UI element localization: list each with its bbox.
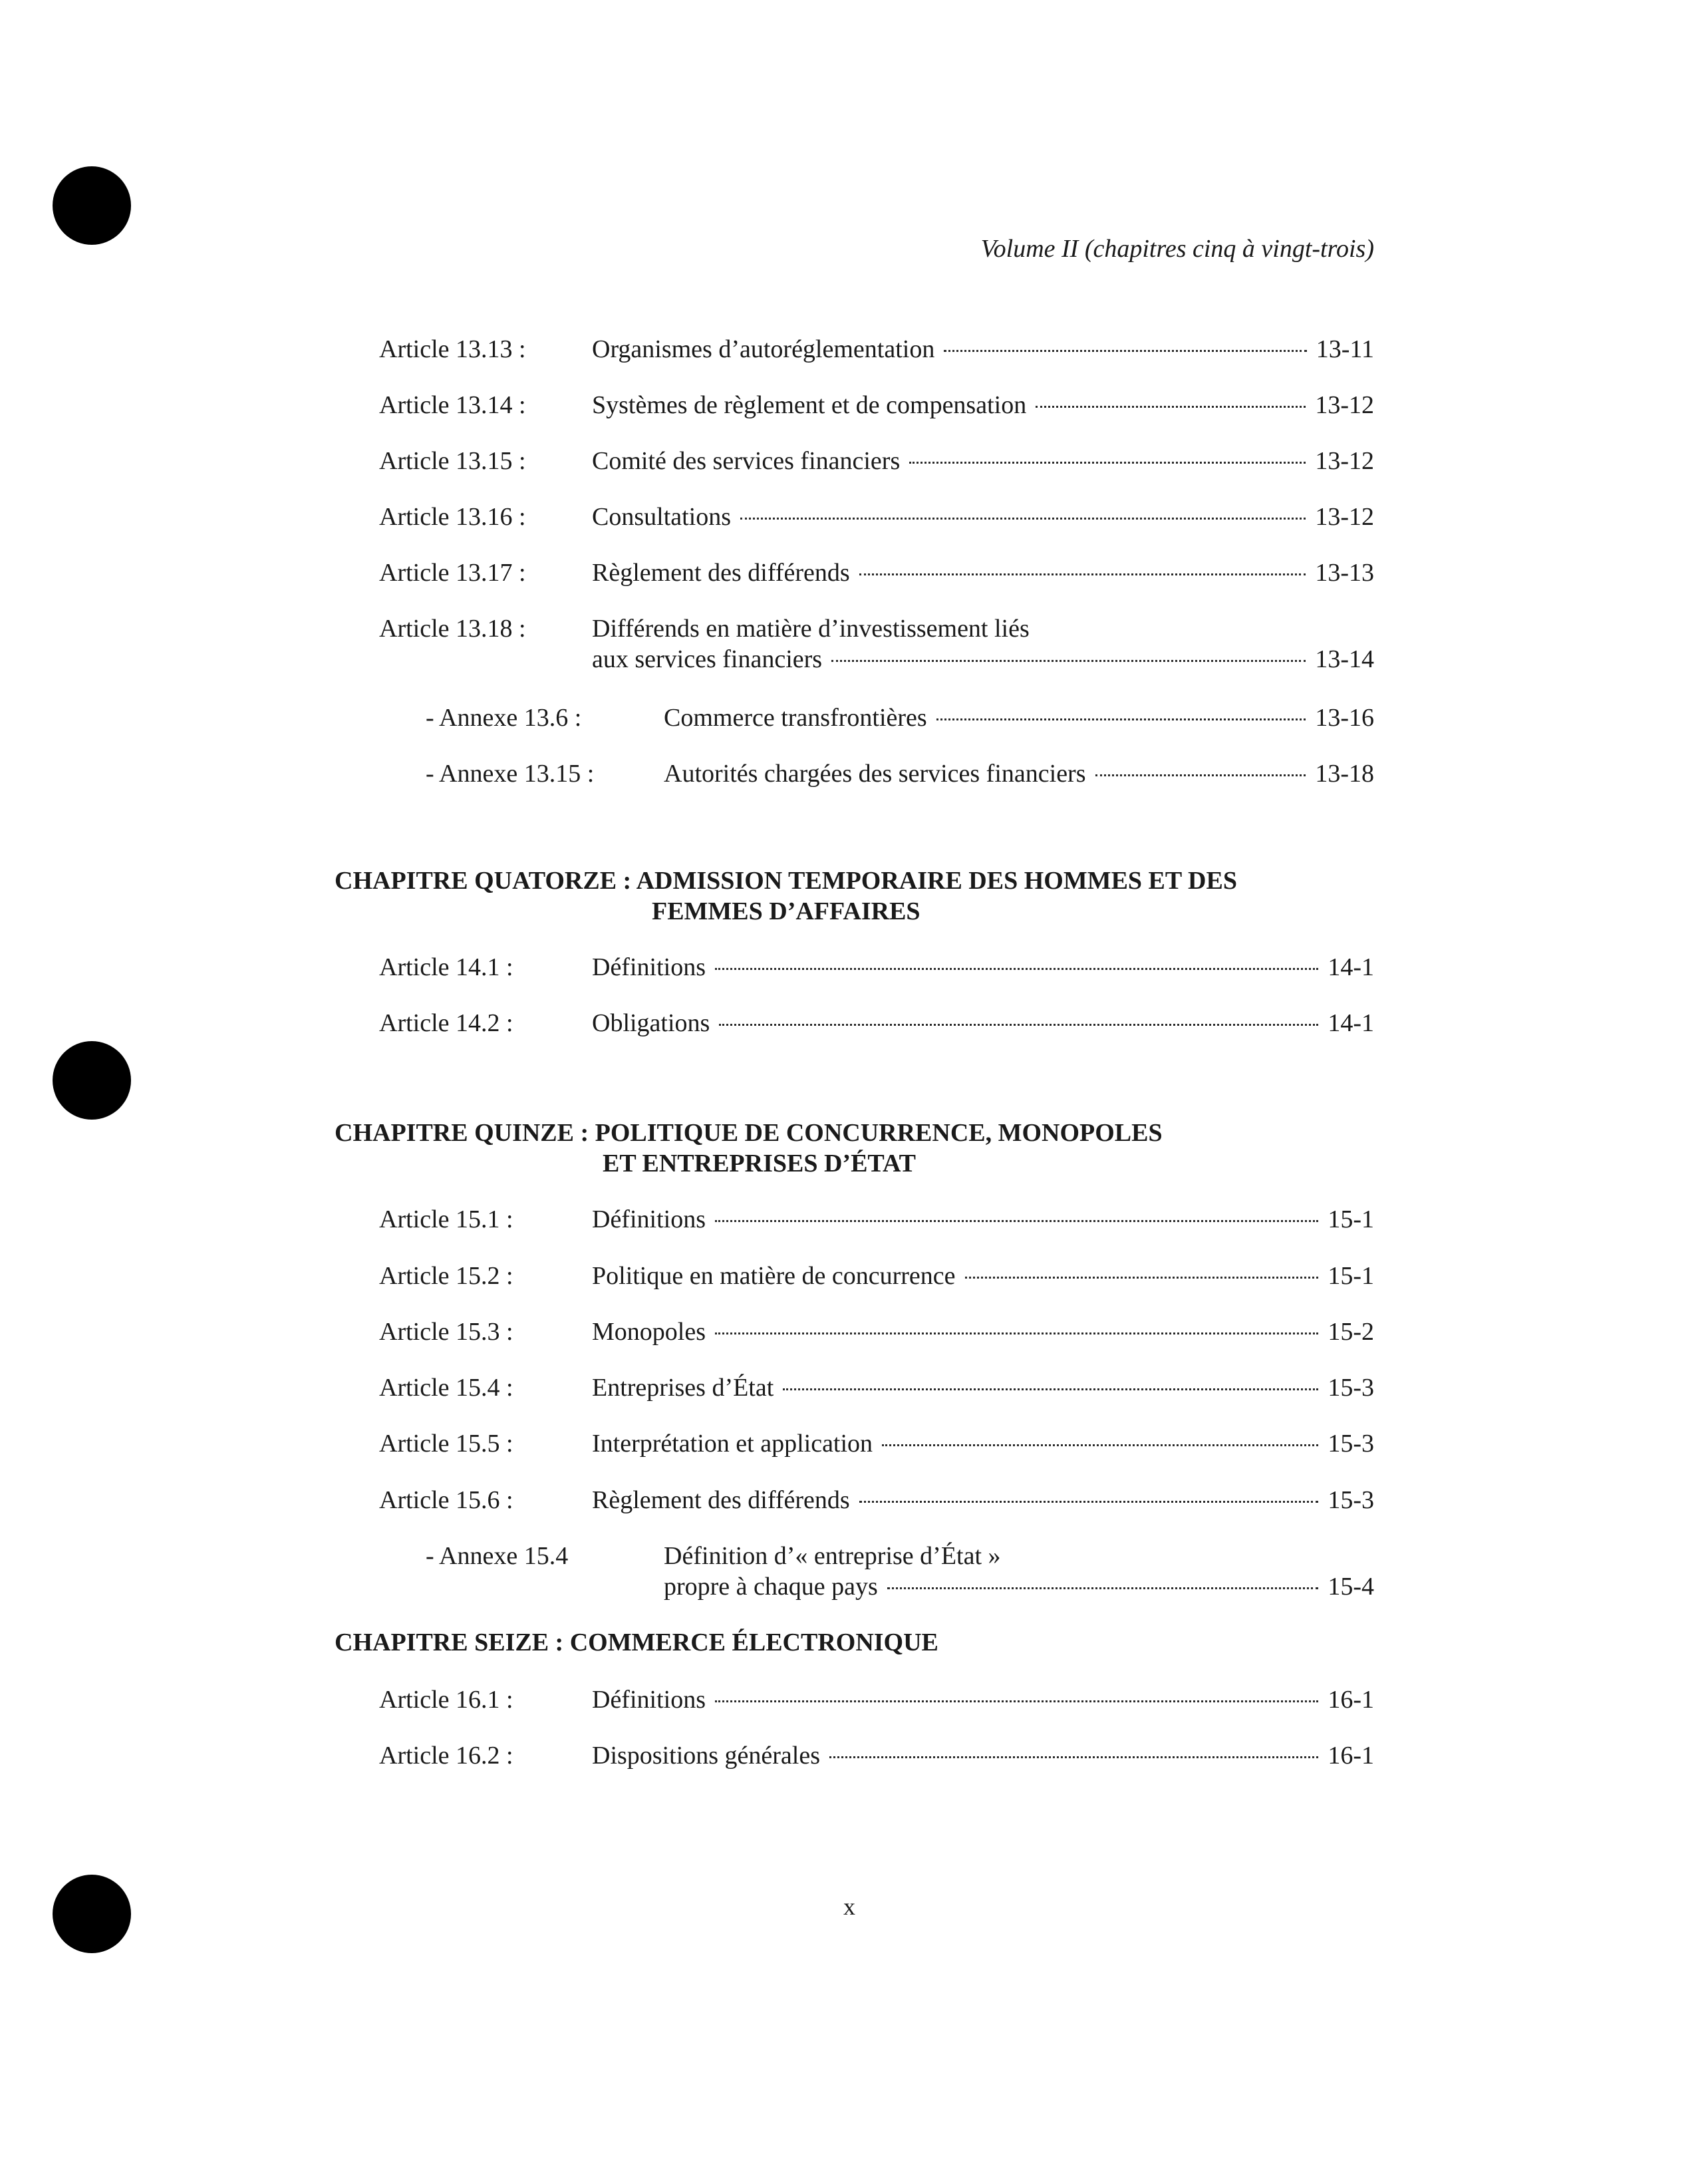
page-reference: 13-14 bbox=[1315, 645, 1374, 673]
page-reference: 15-4 bbox=[1328, 1573, 1374, 1601]
dot-leader bbox=[829, 1756, 1318, 1758]
article-label: Article 13.13 : bbox=[379, 335, 526, 363]
toc-line[interactable] bbox=[664, 1541, 1001, 1571]
annex-label: - Annexe 15.4 bbox=[426, 1542, 569, 1570]
toc-line[interactable] bbox=[592, 334, 1374, 365]
page-reference: 13-12 bbox=[1315, 447, 1374, 475]
toc-line[interactable] bbox=[592, 644, 1374, 675]
page-reference: 15-1 bbox=[1328, 1205, 1374, 1233]
page-reference: 14-1 bbox=[1328, 953, 1374, 981]
section-title: Définitions bbox=[592, 953, 706, 981]
annex-label: - Annexe 13.15 : bbox=[426, 760, 595, 788]
page-reference: 15-3 bbox=[1328, 1430, 1374, 1458]
toc-line[interactable] bbox=[664, 758, 1374, 789]
chapter-heading-14 bbox=[335, 865, 1237, 927]
section-title: Commerce transfrontières bbox=[664, 704, 927, 732]
article-label: Article 13.15 : bbox=[379, 447, 526, 475]
article-label: Article 15.5 : bbox=[379, 1430, 513, 1458]
section-title: aux services financiers bbox=[592, 645, 823, 673]
page-reference: 13-16 bbox=[1315, 704, 1374, 732]
section-title: Systèmes de règlement et de compensation bbox=[592, 391, 1027, 419]
toc-line[interactable] bbox=[592, 1372, 1374, 1403]
dot-leader bbox=[944, 350, 1306, 352]
toc-line[interactable] bbox=[592, 613, 1030, 644]
section-title: Organismes d’autoréglementation bbox=[592, 335, 935, 363]
section-title: Différends en matière d’investissement liés bbox=[592, 615, 1030, 643]
toc-line[interactable] bbox=[664, 702, 1374, 733]
dot-leader bbox=[783, 1388, 1318, 1390]
section-title: Monopoles bbox=[592, 1318, 706, 1346]
page-reference: 16-1 bbox=[1328, 1686, 1374, 1714]
page-reference: 14-1 bbox=[1328, 1009, 1374, 1037]
dot-leader bbox=[715, 1332, 1318, 1334]
page-reference: 15-2 bbox=[1328, 1318, 1374, 1346]
section-title: Définitions bbox=[592, 1205, 706, 1233]
toc-line[interactable] bbox=[664, 1571, 1374, 1602]
section-title: Définitions bbox=[592, 1686, 706, 1714]
chapter-heading-15 bbox=[335, 1118, 1163, 1179]
section-title: Interprétation et application bbox=[592, 1430, 873, 1458]
page-number: x bbox=[843, 1893, 855, 1920]
article-label: Article 16.1 : bbox=[379, 1686, 513, 1714]
dot-leader bbox=[859, 1501, 1319, 1503]
toc-line[interactable] bbox=[592, 952, 1374, 983]
page-reference: 13-13 bbox=[1315, 559, 1374, 587]
chapter-title-line: ET ENTREPRISES D’ÉTAT bbox=[603, 1150, 916, 1177]
section-title: Consultations bbox=[592, 503, 732, 531]
page-header: Volume II (chapitres cinq à vingt-trois) bbox=[980, 235, 1374, 263]
chapter-heading-16 bbox=[335, 1627, 938, 1658]
section-title: Dispositions générales bbox=[592, 1742, 821, 1770]
article-label: Article 13.18 : bbox=[379, 615, 526, 643]
section-title: propre à chaque pays bbox=[664, 1573, 878, 1601]
dot-leader bbox=[936, 718, 1306, 720]
dot-leader bbox=[882, 1444, 1318, 1446]
dot-leader bbox=[740, 518, 1306, 520]
dot-leader bbox=[715, 1220, 1318, 1222]
page-reference: 13-12 bbox=[1315, 503, 1374, 531]
dot-leader bbox=[715, 1700, 1318, 1702]
dot-leader bbox=[719, 1024, 1318, 1026]
article-label: Article 15.1 : bbox=[379, 1205, 513, 1233]
article-label: Article 16.2 : bbox=[379, 1742, 513, 1770]
page-reference: 15-3 bbox=[1328, 1374, 1374, 1402]
section-title: Politique en matière de concurrence bbox=[592, 1262, 956, 1290]
dot-leader bbox=[715, 968, 1318, 970]
section-title: Obligations bbox=[592, 1009, 710, 1037]
page-reference: 15-3 bbox=[1328, 1486, 1374, 1514]
dot-leader bbox=[859, 573, 1306, 575]
toc-line[interactable] bbox=[592, 446, 1374, 476]
toc-line[interactable] bbox=[592, 1485, 1374, 1515]
page-reference: 13-11 bbox=[1316, 335, 1374, 363]
toc-line[interactable] bbox=[592, 1684, 1374, 1715]
article-label: Article 13.14 : bbox=[379, 391, 526, 419]
toc-line[interactable] bbox=[592, 1317, 1374, 1347]
binder-hole-top bbox=[53, 166, 131, 245]
section-title: Règlement des différends bbox=[592, 559, 850, 587]
chapter-title-line: CHAPITRE SEIZE : COMMERCE ÉLECTRONIQUE bbox=[335, 1629, 938, 1656]
article-label: Article 15.2 : bbox=[379, 1262, 513, 1290]
chapter-title-line: CHAPITRE QUINZE : POLITIQUE DE CONCURRENCE, MONOPOLES bbox=[335, 1119, 1163, 1147]
toc-line[interactable] bbox=[592, 1428, 1374, 1459]
binder-hole-bottom bbox=[53, 1875, 131, 1953]
section-title: Règlement des différends bbox=[592, 1486, 850, 1514]
dot-leader bbox=[887, 1587, 1319, 1589]
page-reference: 15-1 bbox=[1328, 1262, 1374, 1290]
toc-line[interactable] bbox=[592, 557, 1374, 588]
section-title: Autorités chargées des services financiers bbox=[664, 760, 1086, 788]
article-label: Article 13.17 : bbox=[379, 559, 526, 587]
page-reference: 13-18 bbox=[1315, 760, 1374, 788]
article-label: Article 14.2 : bbox=[379, 1009, 513, 1037]
annex-label: - Annexe 13.6 : bbox=[426, 704, 582, 732]
article-label: Article 15.4 : bbox=[379, 1374, 513, 1402]
dot-leader bbox=[965, 1277, 1319, 1279]
chapter-title-line: FEMMES D’AFFAIRES bbox=[652, 897, 921, 925]
section-title: Définition d’« entreprise d’État » bbox=[664, 1542, 1001, 1570]
toc-line[interactable] bbox=[592, 1740, 1374, 1771]
toc-line[interactable] bbox=[592, 502, 1374, 532]
dot-leader bbox=[909, 462, 1306, 464]
article-label: Article 14.1 : bbox=[379, 953, 513, 981]
binder-hole-middle bbox=[53, 1041, 131, 1120]
toc-line[interactable] bbox=[592, 1008, 1374, 1038]
page-reference: 13-12 bbox=[1315, 391, 1374, 419]
dot-leader bbox=[1036, 406, 1306, 408]
article-label: Article 15.6 : bbox=[379, 1486, 513, 1514]
toc-line[interactable] bbox=[592, 1261, 1374, 1291]
dot-leader bbox=[831, 660, 1306, 662]
article-label: Article 13.16 : bbox=[379, 503, 526, 531]
article-label: Article 15.3 : bbox=[379, 1318, 513, 1346]
toc-line[interactable] bbox=[592, 1204, 1374, 1235]
toc-line[interactable] bbox=[592, 390, 1374, 420]
page-reference: 16-1 bbox=[1328, 1742, 1374, 1770]
section-title: Entreprises d’État bbox=[592, 1374, 774, 1402]
chapter-title-line: CHAPITRE QUATORZE : ADMISSION TEMPORAIRE DES HOMMES ET DES bbox=[335, 867, 1237, 895]
section-title: Comité des services financiers bbox=[592, 447, 901, 475]
dot-leader bbox=[1095, 774, 1306, 776]
